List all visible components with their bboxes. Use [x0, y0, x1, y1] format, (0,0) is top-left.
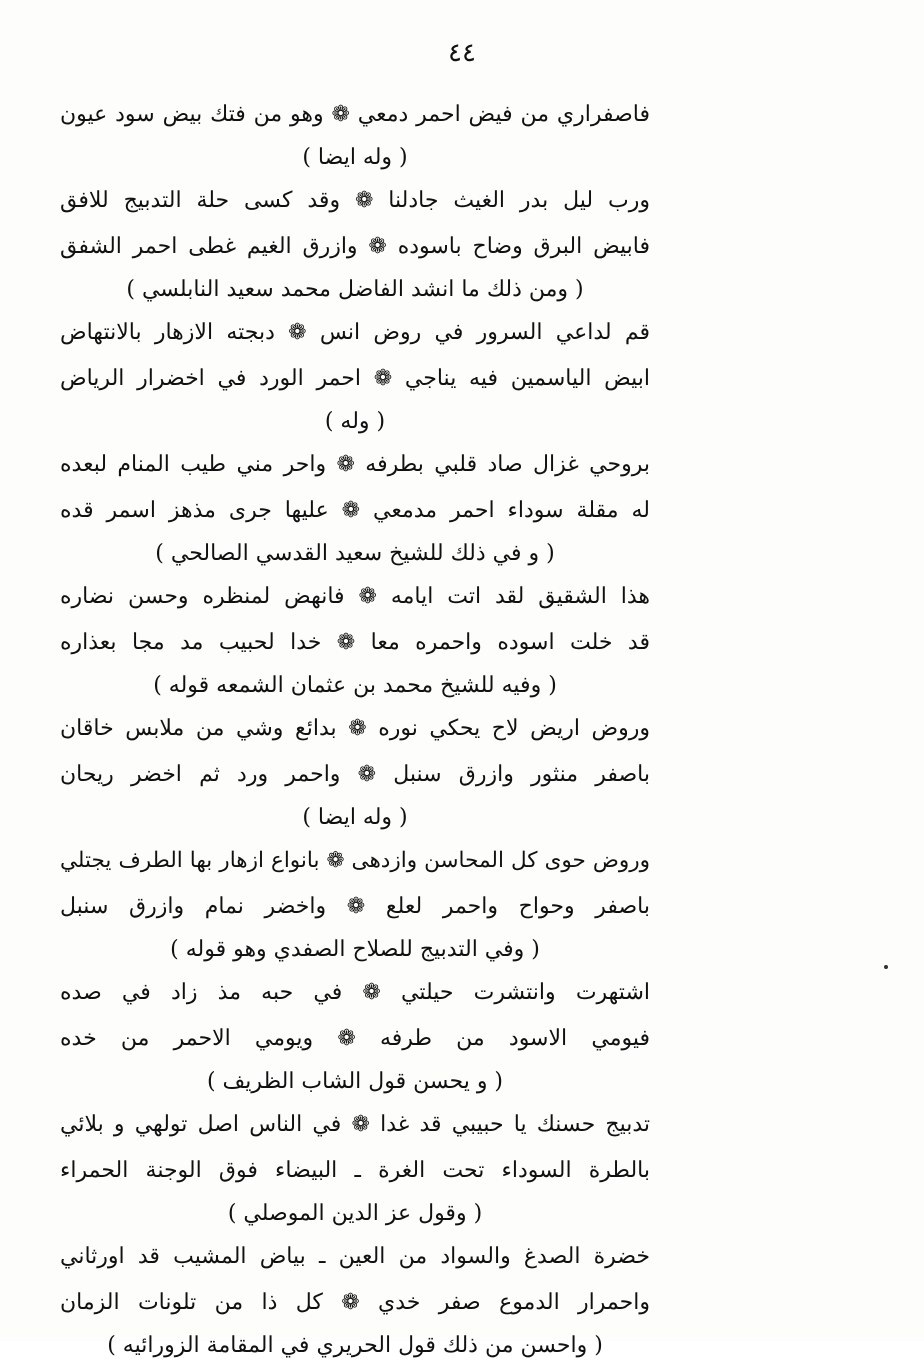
verse-line: فاصفراري من فيض احمر دمعي ❁ وهو من فتك بيض سود عيون: [60, 102, 650, 127]
verse-line: واحمرار الدموع صفر خدي ❁ كل ذا من تلونات الزمان: [60, 1290, 650, 1315]
verse-line: وروض اريض لاح يحكي نوره ❁ بدائع وشي من ملابس خاقان: [60, 716, 650, 741]
section-heading: ( وفي التدبيج للصلاح الصفدي وهو قوله ): [170, 937, 540, 962]
verse-line: قم لداعي السرور في روض انس ❁ دبجته الازهار بالانتهاض: [60, 320, 650, 345]
section-heading: ( وله ايضا ): [302, 805, 408, 830]
verse-line: له مقلة سوداء احمر مدمعي ❁ عليها جرى مذهز اسمر قده: [60, 498, 650, 523]
verse-line: فابيض البرق وضاح باسوده ❁ وازرق الغيم غطى احمر الشفق: [60, 234, 650, 259]
section-heading: ( واحسن من ذلك قول الحريري في المقامة الزورائيه ): [107, 1333, 603, 1358]
verse-line: هذا الشقيق لقد اتت ايامه ❁ فانهض لمنظره وحسن نضاره: [60, 584, 650, 609]
section-heading: ( وفيه للشيخ محمد بن عثمان الشمعه قوله ): [153, 673, 557, 698]
ink-speck: [884, 965, 888, 969]
section-heading: ( وله ايضا ): [302, 145, 408, 170]
verse-line: وروض حوى كل المحاسن وازدهى ❁ بانواع ازهار بها الطرف يجتلي: [60, 848, 650, 873]
poem-text-block: [60, 92, 650, 1366]
section-heading: ( و يحسن قول الشاب الظريف ): [206, 1069, 504, 1094]
verse-line: اشتهرت وانتشرت حيلتي ❁ في حبه مذ زاد في صده: [60, 980, 650, 1005]
verse-line: تدبيج حسنك يا حبيبي قد غدا ❁ في الناس اصل تولهي و بلائي: [60, 1112, 650, 1137]
verse-line: باصفر وحواح واحمر لعلع ❁ واخضر نمام وازرق سنبل: [60, 894, 650, 919]
verse-line: ورب ليل بدر الغيث جادلنا ❁ وقد كسى حلة التدبيج للافق: [60, 188, 650, 213]
section-heading: ( وله ): [324, 409, 386, 434]
section-heading: ( وقول عز الدين الموصلي ): [227, 1201, 483, 1226]
verse-line: خضرة الصدغ والسواد من العين ـ بياض المشيب قد اورثاني: [60, 1244, 650, 1269]
verse-line: فيومي الاسود من طرفه ❁ ويومي الاحمر من خده: [60, 1026, 650, 1051]
verse-line: قد خلت اسوده واحمره معا ❁ خدا لحبيب مد مجا بعذاره: [60, 630, 650, 655]
verse-line: بروحي غزال صاد قلبي بطرفه ❁ واحر مني طيب المنام لبعده: [60, 452, 650, 477]
page-number: ٤٤: [448, 38, 476, 68]
verse-line: بالطرة السوداء تحت الغرة ـ البيضاء فوق الوجنة الحمراء: [60, 1158, 650, 1183]
section-heading: ( و في ذلك للشيخ سعيد القدسي الصالحي ): [155, 541, 555, 566]
verse-line: ابيض الياسمين فيه يناجي ❁ احمر الورد في اخضرار الرياض: [60, 366, 650, 391]
section-heading: ( ومن ذلك ما انشد الفاضل محمد سعيد النابلسي ): [126, 277, 584, 302]
verse-line: باصفر منثور وازرق سنبل ❁ واحمر ورد ثم اخضر ريحان: [60, 762, 650, 787]
